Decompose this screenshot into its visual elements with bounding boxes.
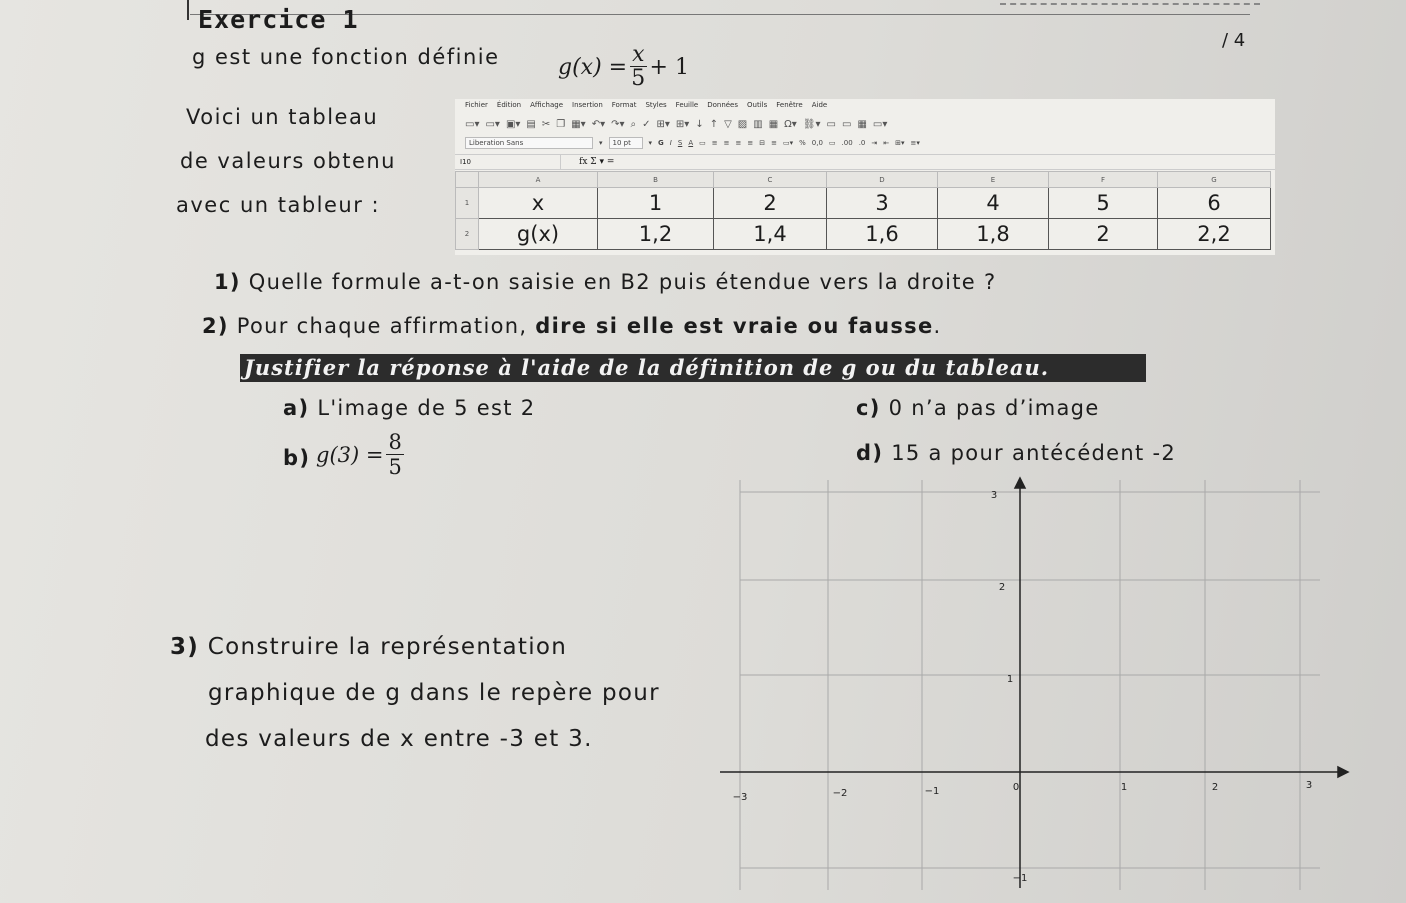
statement-c-text: 0 n’a pas d’image [888, 396, 1100, 420]
table-cell: x [479, 188, 598, 219]
filter-icon: ▽ [724, 118, 732, 130]
bold-icon: G [658, 139, 664, 147]
x-tick-label: 3 [1305, 780, 1313, 791]
indent-icon: ⇥ [871, 139, 878, 147]
table-cell: 1,8 [938, 219, 1049, 250]
question-1-number: 1) [214, 270, 241, 294]
font-size-field: 10 pt [609, 137, 643, 149]
question-2-text: Pour chaque affirmation, [236, 314, 536, 338]
spreadsheet-screenshot [455, 99, 1275, 255]
x-tick-label: −1 [924, 786, 940, 797]
valign-icon: ≡ [771, 139, 777, 147]
size-dropdown-icon: ▾ [648, 139, 653, 147]
spreadsheet-format-bar [465, 136, 1265, 150]
col-header: B [598, 172, 714, 188]
name-box: I10 [455, 155, 561, 169]
fx-icon: fx Σ ▾ = [579, 157, 615, 167]
x-tick-label: 0 [1012, 782, 1020, 793]
add-decimal-icon: .00 [841, 139, 853, 147]
open-icon: ▭▾ [485, 118, 500, 130]
table-cell: 2 [1049, 219, 1158, 250]
question-3-number: 3) [170, 634, 200, 660]
table-cell: 4 [938, 188, 1049, 219]
cut-icon: ✂ [541, 118, 551, 130]
table-cell: g(x) [479, 219, 598, 250]
font-name-field: Liberation Sans [465, 137, 593, 149]
header-footer-icon: ▭ [842, 118, 852, 130]
formula-tail: + 1 [649, 55, 689, 80]
statement-b-formula [316, 430, 407, 479]
table-cell: 2 [714, 188, 827, 219]
question-1-text: Quelle formule a-t-on saisie en B2 puis étendue vers la droite ? [248, 270, 997, 294]
percent-icon: % [799, 139, 806, 147]
merge-icon: ⊟ [759, 139, 766, 147]
statement-c [856, 396, 1100, 420]
question-3-line-2: graphique de g dans le repère pour [208, 680, 660, 706]
question-1 [214, 270, 996, 294]
menu-edition: Édition [496, 101, 522, 109]
date-icon: ▭ [828, 139, 836, 147]
formula-lhs: g(x) = [558, 55, 628, 80]
col-header: F [1049, 172, 1158, 188]
outdent-icon: ⇤ [883, 139, 890, 147]
menu-fichier: Fichier [465, 101, 488, 109]
menu-affichage: Affichage [530, 101, 564, 109]
undo-icon: ↶▾ [591, 118, 606, 130]
intro-line-2: de valeurs obtenu [180, 149, 396, 173]
table-cell: 1,4 [714, 219, 827, 250]
statement-b-label: b) [283, 446, 311, 470]
row-number: 2 [456, 219, 479, 250]
underline-icon: S [677, 139, 683, 147]
row-icon: ⊞▾ [656, 118, 670, 130]
col-header: C [714, 172, 827, 188]
definition-text: g est une fonction définie [192, 45, 500, 69]
sort-asc-icon: ↓ [695, 118, 704, 130]
column-header-row [456, 172, 1271, 188]
statement-d [856, 441, 1176, 465]
italic-icon: I [669, 139, 672, 147]
justify-banner: Justifier la réponse à l'aide de la définition de g ou du tableau. [240, 354, 1146, 382]
col-header: A [479, 172, 598, 188]
menu-format: Format [611, 101, 637, 109]
formula-fraction [630, 44, 646, 91]
statement-b-denominator: 5 [388, 455, 402, 479]
sort-desc-icon: ↑ [709, 118, 719, 130]
question-2-number: 2) [202, 314, 229, 338]
col-header: D [827, 172, 938, 188]
axes [720, 478, 1348, 888]
table-cell: 3 [827, 188, 938, 219]
currency-icon: ▭▾ [782, 139, 794, 147]
menu-fenetre: Fenêtre [776, 101, 803, 109]
statement-c-label: c) [856, 396, 881, 420]
chart-icon: ▥ [753, 118, 763, 130]
statement-a-text: L'image de 5 est 2 [317, 396, 536, 420]
table-cell: 1,6 [827, 219, 938, 250]
number-icon: 0,0 [811, 139, 823, 147]
definition-formula [558, 44, 689, 91]
values-table [455, 171, 1271, 250]
menu-insertion: Insertion [572, 101, 603, 109]
x-tick-label: 2 [1211, 782, 1219, 793]
table-cell: 6 [1158, 188, 1271, 219]
statement-b-lhs: g(3) = [316, 442, 384, 467]
highlight-icon: ▭ [699, 139, 706, 147]
freeze-icon: ▦ [857, 118, 867, 130]
align-right-icon: ≡ [735, 139, 742, 147]
redo-icon: ↷▾ [611, 118, 625, 130]
question-2 [202, 314, 941, 338]
comment-icon: ▭ [826, 118, 836, 130]
statement-d-text: 15 a pour antécédent -2 [891, 441, 1177, 465]
save-icon: ▣▾ [505, 118, 521, 130]
row-number: 1 [456, 188, 479, 219]
intro-line-3: avec un tableur : [176, 193, 381, 217]
spreadsheet-menubar [465, 101, 827, 109]
column-icon: ⊞▾ [675, 118, 690, 130]
table-cell: 2,2 [1158, 219, 1271, 250]
header-rule-dashed [1000, 3, 1260, 5]
table-cell: 1 [598, 188, 714, 219]
align-center-icon: ≡ [723, 139, 730, 147]
fraction-denominator: 5 [631, 66, 646, 91]
statement-b-fraction [386, 430, 403, 479]
question-3-line-3: des valeurs de x entre -3 et 3. [205, 726, 593, 752]
spellcheck-icon: ✓ [642, 118, 651, 130]
intro-line-1: Voici un tableau [186, 105, 379, 129]
score-box: / 4 [1222, 30, 1246, 51]
statement-b-label-wrap [283, 446, 310, 470]
font-dropdown-icon: ▾ [599, 139, 603, 147]
del-decimal-icon: .0 [858, 139, 866, 147]
special-char-icon: Ω▾ [784, 118, 797, 130]
pivot-icon: ▦ [768, 118, 779, 130]
table-cell: 5 [1049, 188, 1158, 219]
find-icon: ⌕ [630, 118, 637, 130]
border-style-icon: ≡▾ [910, 139, 920, 147]
statement-a [283, 396, 535, 420]
menu-styles: Styles [645, 101, 667, 109]
table-row [456, 219, 1271, 250]
corner-cell [456, 172, 479, 188]
print-icon: ▤ [526, 118, 536, 130]
borders-icon: ⊞▾ [895, 139, 905, 147]
menu-feuille: Feuille [675, 101, 699, 109]
y-tick-label: 2 [998, 582, 1006, 593]
font-color-icon: A [688, 139, 694, 147]
coordinate-grid [700, 470, 1400, 900]
y-tick-label: −1 [1012, 873, 1028, 884]
table-row [456, 188, 1271, 219]
statement-d-label: d) [856, 441, 884, 465]
copy-icon: ❐ [556, 118, 566, 130]
statement-a-label: a) [283, 396, 310, 420]
menu-outils: Outils [747, 101, 768, 109]
image-icon: ▨ [737, 118, 748, 130]
statement-b-numerator: 8 [388, 430, 402, 454]
new-doc-icon: ▭▾ [465, 118, 480, 130]
x-tick-label: −3 [732, 792, 748, 803]
col-header: G [1158, 172, 1271, 188]
split-icon: ▭▾ [872, 118, 888, 130]
x-tick-label: 1 [1120, 782, 1128, 793]
grid-lines [740, 480, 1320, 890]
link-icon: ⛓▾ [802, 118, 821, 130]
menu-aide: Aide [811, 101, 828, 109]
margin-mark [187, 0, 189, 20]
fraction-numerator: x [632, 42, 645, 67]
x-tick-label: −2 [832, 788, 848, 799]
wrap-icon: ≡ [747, 139, 754, 147]
question-3-line-1: Construire la représentation [207, 634, 568, 660]
question-3 [170, 634, 567, 660]
table-cell: 1,2 [598, 219, 714, 250]
question-2-emphasis: dire si elle est vraie ou fausse [535, 314, 934, 338]
y-tick-label: 1 [1006, 674, 1014, 685]
y-tick-label: 3 [990, 490, 998, 501]
menu-donnees: Données [707, 101, 739, 109]
col-header: E [938, 172, 1049, 188]
formula-bar [455, 154, 1275, 170]
align-left-icon: ≡ [711, 139, 718, 147]
paste-icon: ▦▾ [571, 118, 586, 130]
question-2-period: . [933, 314, 942, 338]
spreadsheet-toolbar [465, 116, 1265, 132]
exercise-title: Exercice 1 [198, 5, 359, 34]
